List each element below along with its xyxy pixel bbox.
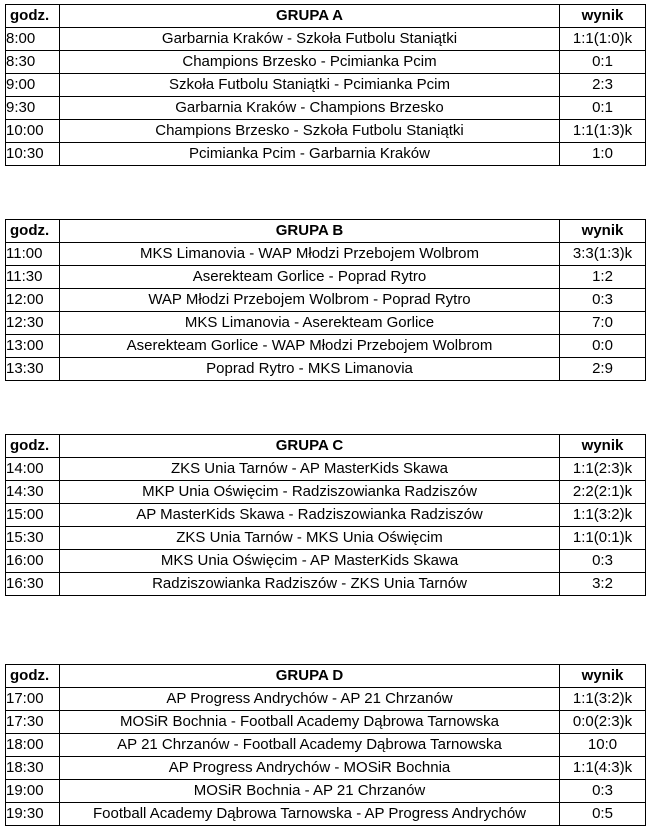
match-teams: MKP Unia Oświęcim - Radziszowianka Radziszów [60, 481, 560, 504]
match-time: 10:30 [6, 143, 60, 166]
group-title: GRUPA A [60, 5, 560, 28]
table-row [6, 358, 646, 381]
table-row [6, 573, 646, 596]
match-teams: AP Progress Andrychów - MOSiR Bochnia [60, 757, 560, 780]
table-row [6, 120, 646, 143]
score-column-header: wynik [560, 220, 646, 243]
match-teams: AP MasterKids Skawa - Radziszowianka Radziszów [60, 504, 560, 527]
match-time: 8:30 [6, 51, 60, 74]
match-teams: WAP Młodzi Przebojem Wolbrom - Poprad Rytro [60, 289, 560, 312]
table-row [6, 688, 646, 711]
group-d-table [5, 664, 646, 826]
match-time: 18:00 [6, 734, 60, 757]
match-time: 9:30 [6, 97, 60, 120]
table-row [6, 734, 646, 757]
match-teams: Poprad Rytro - MKS Limanovia [60, 358, 560, 381]
match-score: 2:9 [560, 358, 646, 381]
time-column-header: godz. [6, 435, 60, 458]
match-teams: Champions Brzesko - Pcimianka Pcim [60, 51, 560, 74]
match-time: 12:30 [6, 312, 60, 335]
match-score: 0:1 [560, 97, 646, 120]
table-row [6, 28, 646, 51]
table-header-row [6, 220, 646, 243]
time-column-header: godz. [6, 665, 60, 688]
match-teams: Aserekteam Gorlice - Poprad Rytro [60, 266, 560, 289]
match-score: 0:5 [560, 803, 646, 826]
match-time: 9:00 [6, 74, 60, 97]
match-score: 0:3 [560, 550, 646, 573]
match-time: 11:30 [6, 266, 60, 289]
table-row [6, 527, 646, 550]
match-score: 1:1(1:0)k [560, 28, 646, 51]
table-row [6, 335, 646, 358]
match-teams: Radziszowianka Radziszów - ZKS Unia Tarnów [60, 573, 560, 596]
match-score: 1:1(0:1)k [560, 527, 646, 550]
match-time: 11:00 [6, 243, 60, 266]
match-teams: Garbarnia Kraków - Champions Brzesko [60, 97, 560, 120]
table-row [6, 97, 646, 120]
time-column-header: godz. [6, 5, 60, 28]
match-time: 12:00 [6, 289, 60, 312]
group-title: GRUPA C [60, 435, 560, 458]
match-score: 1:2 [560, 266, 646, 289]
match-teams: Pcimianka Pcim - Garbarnia Kraków [60, 143, 560, 166]
match-teams: Football Academy Dąbrowa Tarnowska - AP Progress Andrychów [60, 803, 560, 826]
match-teams: MKS Limanovia - Aserekteam Gorlice [60, 312, 560, 335]
match-teams: Champions Brzesko - Szkoła Futbolu Staniątki [60, 120, 560, 143]
match-teams: AP Progress Andrychów - AP 21 Chrzanów [60, 688, 560, 711]
group-a-table [5, 4, 646, 166]
table-row [6, 803, 646, 826]
match-time: 13:00 [6, 335, 60, 358]
score-column-header: wynik [560, 665, 646, 688]
table-row [6, 458, 646, 481]
match-time: 17:30 [6, 711, 60, 734]
table-row [6, 289, 646, 312]
match-time: 15:30 [6, 527, 60, 550]
match-time: 14:00 [6, 458, 60, 481]
match-teams: ZKS Unia Tarnów - MKS Unia Oświęcim [60, 527, 560, 550]
match-score: 0:0 [560, 335, 646, 358]
match-time: 17:00 [6, 688, 60, 711]
score-column-header: wynik [560, 5, 646, 28]
table-row [6, 481, 646, 504]
match-score: 0:3 [560, 780, 646, 803]
match-score: 1:1(3:2)k [560, 504, 646, 527]
group-b-table [5, 219, 646, 381]
match-time: 14:30 [6, 481, 60, 504]
table-row [6, 266, 646, 289]
match-time: 19:30 [6, 803, 60, 826]
table-row [6, 51, 646, 74]
table-row [6, 312, 646, 335]
group-title: GRUPA B [60, 220, 560, 243]
match-time: 10:00 [6, 120, 60, 143]
table-row [6, 780, 646, 803]
match-time: 8:00 [6, 28, 60, 51]
score-column-header: wynik [560, 435, 646, 458]
match-teams: MOSiR Bochnia - Football Academy Dąbrowa Tarnowska [60, 711, 560, 734]
match-score: 0:1 [560, 51, 646, 74]
match-time: 18:30 [6, 757, 60, 780]
match-teams: Szkoła Futbolu Staniątki - Pcimianka Pcim [60, 74, 560, 97]
match-teams: MOSiR Bochnia - AP 21 Chrzanów [60, 780, 560, 803]
match-time: 15:00 [6, 504, 60, 527]
group-title: GRUPA D [60, 665, 560, 688]
table-row [6, 711, 646, 734]
match-teams: Garbarnia Kraków - Szkoła Futbolu Staniątki [60, 28, 560, 51]
match-score: 1:1(2:3)k [560, 458, 646, 481]
match-score: 10:0 [560, 734, 646, 757]
match-score: 0:3 [560, 289, 646, 312]
match-teams: Aserekteam Gorlice - WAP Młodzi Przebojem Wolbrom [60, 335, 560, 358]
match-score: 2:3 [560, 74, 646, 97]
match-score: 3:3(1:3)k [560, 243, 646, 266]
match-score: 1:0 [560, 143, 646, 166]
table-row [6, 757, 646, 780]
group-c-table [5, 434, 646, 596]
table-row [6, 143, 646, 166]
match-time: 19:00 [6, 780, 60, 803]
match-score: 7:0 [560, 312, 646, 335]
table-header-row [6, 435, 646, 458]
match-time: 13:30 [6, 358, 60, 381]
match-score: 3:2 [560, 573, 646, 596]
match-score: 1:1(3:2)k [560, 688, 646, 711]
table-row [6, 243, 646, 266]
table-header-row [6, 665, 646, 688]
match-score: 2:2(2:1)k [560, 481, 646, 504]
match-teams: MKS Unia Oświęcim - AP MasterKids Skawa [60, 550, 560, 573]
match-score: 1:1(1:3)k [560, 120, 646, 143]
match-teams: AP 21 Chrzanów - Football Academy Dąbrowa Tarnowska [60, 734, 560, 757]
match-teams: ZKS Unia Tarnów - AP MasterKids Skawa [60, 458, 560, 481]
match-teams: MKS Limanovia - WAP Młodzi Przebojem Wolbrom [60, 243, 560, 266]
match-time: 16:00 [6, 550, 60, 573]
match-score: 1:1(4:3)k [560, 757, 646, 780]
table-row [6, 74, 646, 97]
match-score: 0:0(2:3)k [560, 711, 646, 734]
match-time: 16:30 [6, 573, 60, 596]
table-row [6, 504, 646, 527]
table-header-row [6, 5, 646, 28]
table-row [6, 550, 646, 573]
time-column-header: godz. [6, 220, 60, 243]
